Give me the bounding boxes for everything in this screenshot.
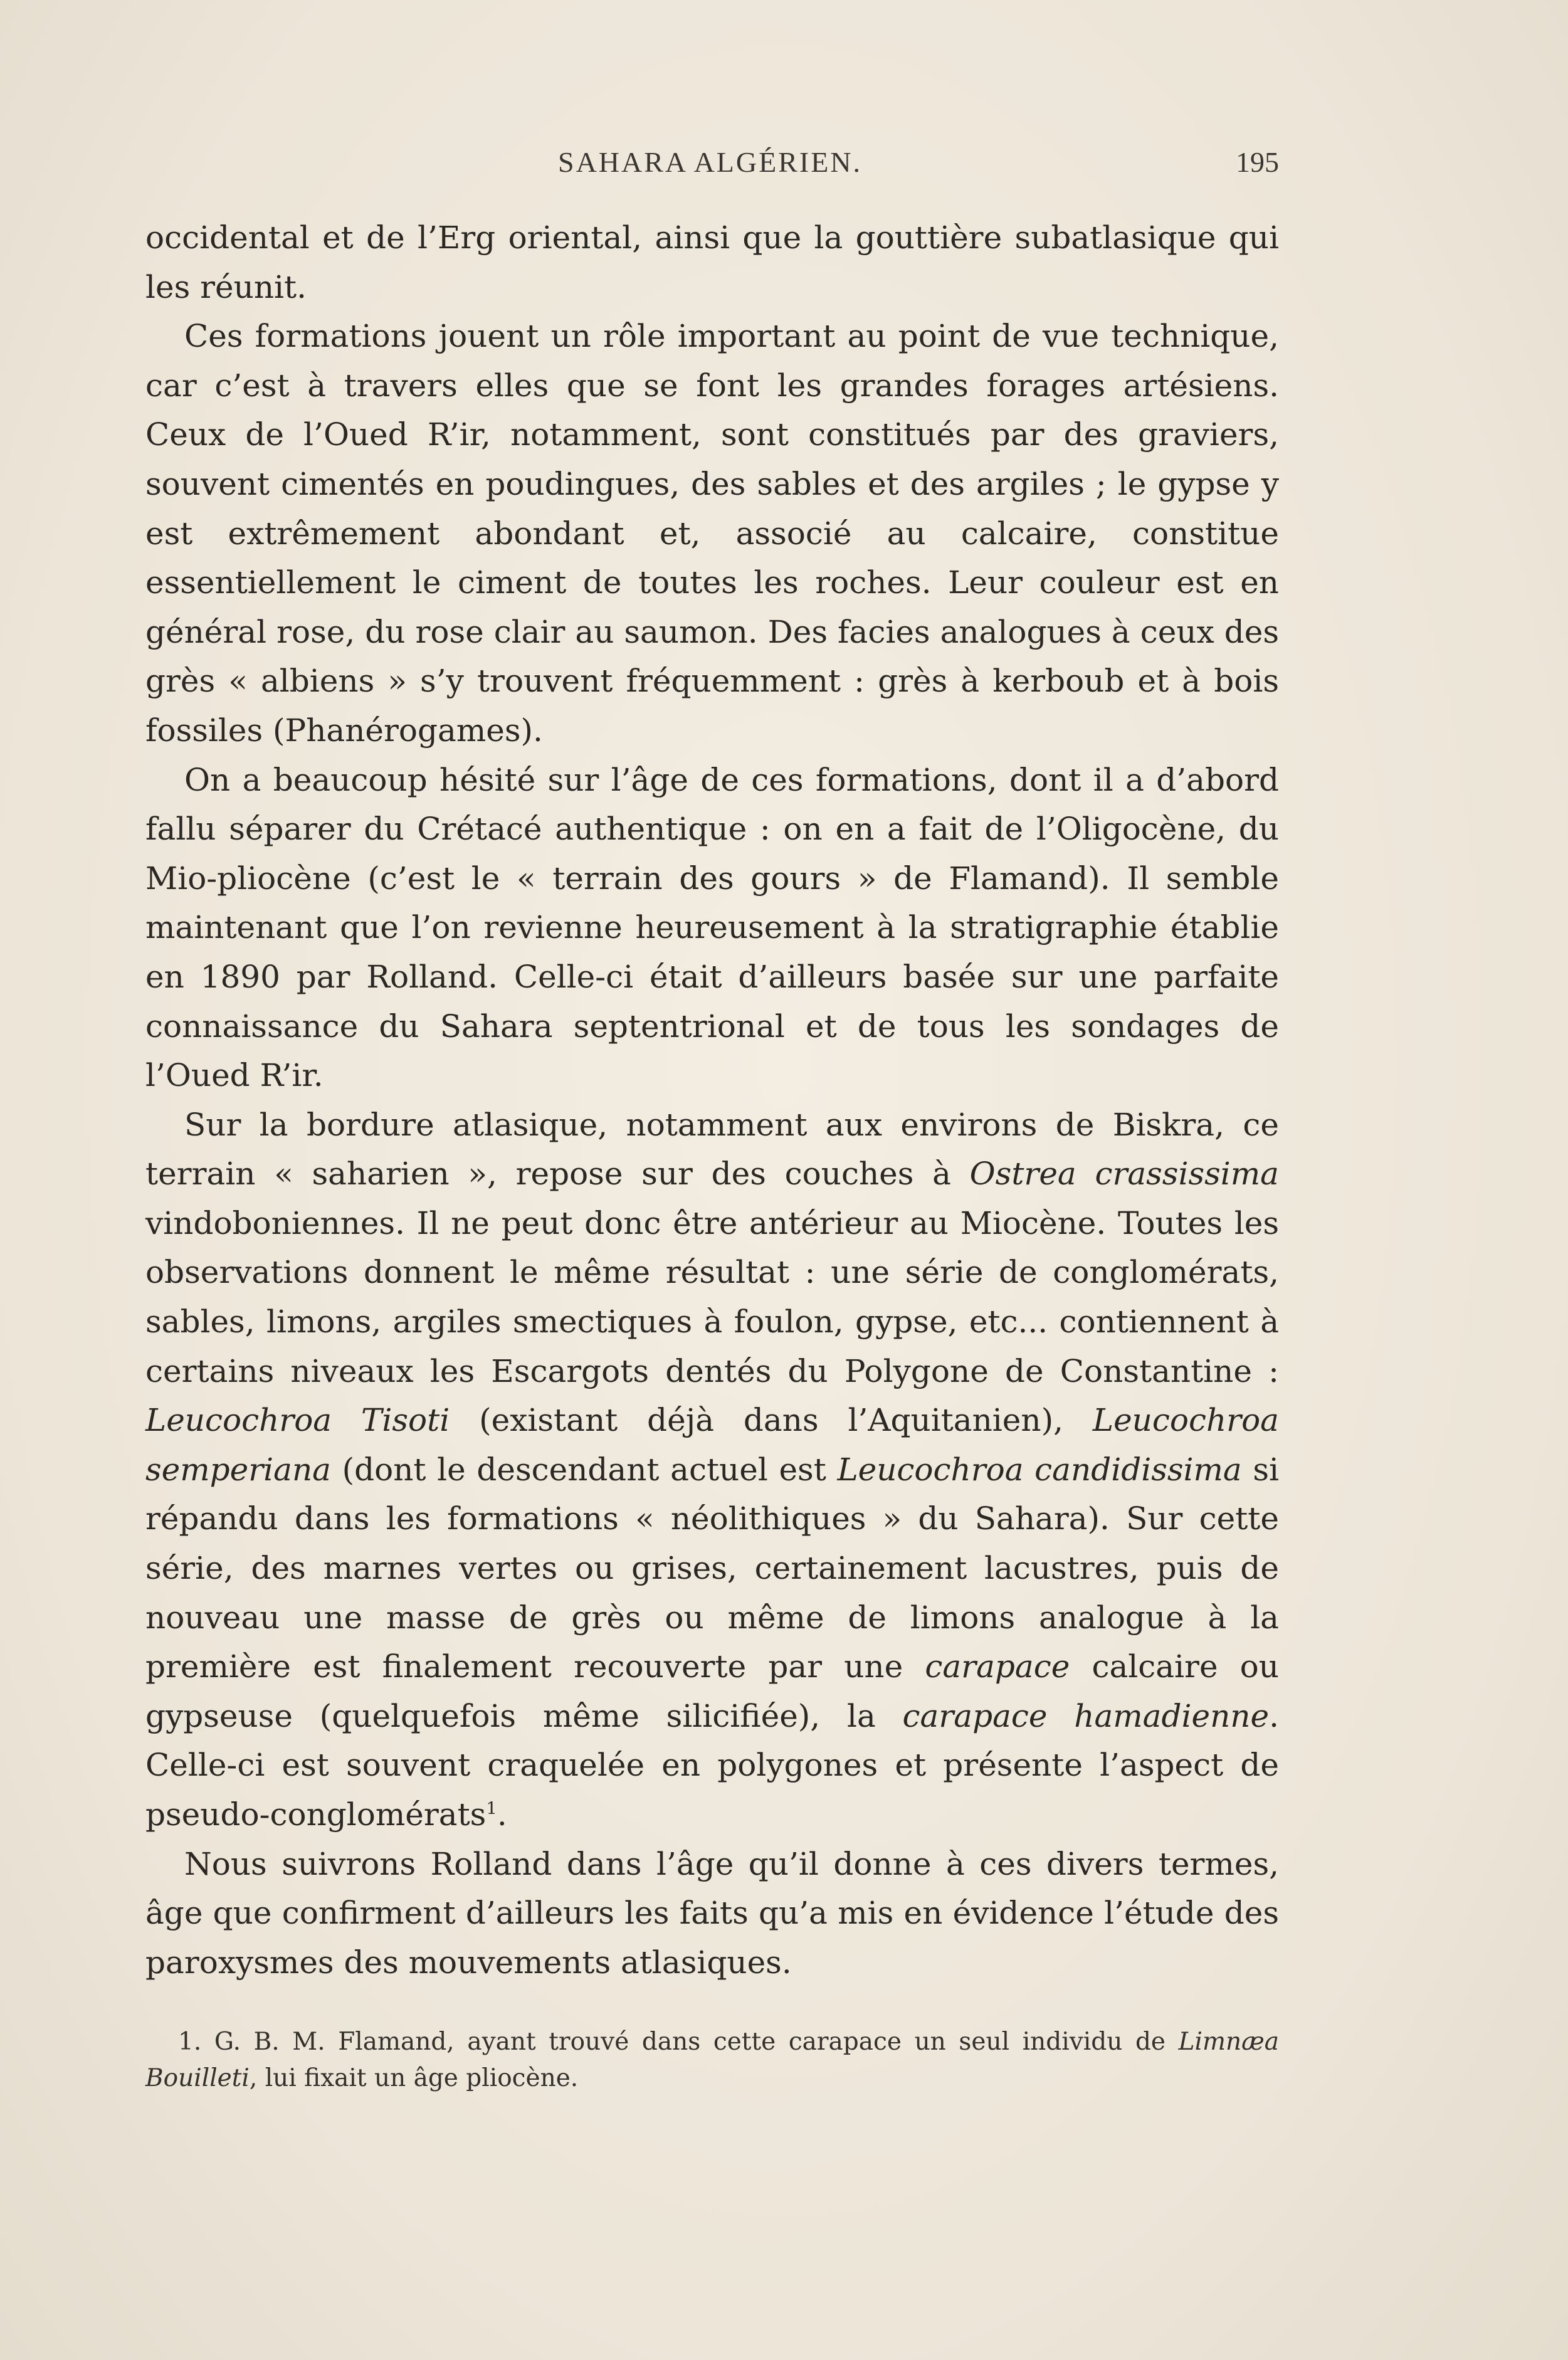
paragraph-5: Nous suivrons Rolland dans l’âge qu’il donne à ces divers termes, âge que confirment d’ailleurs les faits qu’a mis en évidence l’étude des paroxysmes des mouvements atlasiques. [145,1845,1279,1981]
paragraph-4-text: (existant déjà dans l’Aquitanien), [450,1402,1093,1439]
paragraph-4-text: (dont le descendant actuel est [330,1451,838,1488]
paragraph-4-text: . [497,1796,507,1833]
body-text [145,213,1279,1987]
paragraph-3: On a beaucoup hésité sur l’âge de ces formations, dont il a d’abord fallu séparer du Crétacé authentique : on en a fait de l’Oligocène, du Mio-pliocène (c’est le « terrain des gours » de Flamand). Il semble maintenant que l’on revienne heureusement à la stratigraphie établie en 1890 par Rolland. Celle-ci était d’ailleurs basée sur une parfaite connaissance du Sahara septentrional et de tous les sondages de l’Oued R’ir. [145,761,1279,1094]
taxon-leucochroa-semperiana: Leucochroa semperiana [145,1402,1279,1488]
paragraph-1: occidental et de l’Erg oriental, ainsi que la gouttière subatlasique qui les réunit. [145,219,1279,305]
running-head: SAHARA ALGÉRIEN. [558,146,863,178]
term-carapace: carapace [925,1648,1070,1685]
taxon-leucochroa-tisoti: Leucochroa Tisoti [145,1402,450,1439]
footnote-text: , lui fixait un âge pliocène. [249,2064,579,2092]
footnote-reference[interactable]: 1 [486,1798,497,1819]
term-carapace-hamadienne: carapace hamadienne [902,1697,1270,1734]
paragraph-4-text: . Celle-ci est souvent craquelée en polygones et présente l’aspect de pseudo-conglomérats [145,1697,1279,1833]
paragraph-4-text: calcaire ou gypseuse (quelquefois même silicifiée), la [145,1648,1279,1734]
footnote-text: 1. G. B. M. Flamand, ayant trouvé dans cette carapace un seul individu de [178,2028,1179,2056]
paragraph-2: Ces formations jouent un rôle important au point de vue technique, car c’est à travers elles que se font les grandes forages artésiens. Ceux de l’Oued R’ir, notamment, sont constitués par des graviers, souvent cimentés en poudingues, des sables et des argiles ; le gypse y est extrêmement abondant et, associé au calcaire, constitue essentiellement le ciment de toutes les roches. Leur couleur est en général rose, du rose clair au saumon. Des facies analogues à ceux des grès « albiens » s’y trouvent fréquemment : grès à kerboub et à bois fossiles (Phanérogames). [145,318,1279,749]
page-number: 195 [1236,146,1279,178]
paragraph-4-text: vindoboniennes. Il ne peut donc être antérieur au Miocène. Toutes les observations donnent le même résultat : une série de conglomérats, sables, limons, argiles smectiques à foulon, gypse, etc... contiennent à certains niveaux les Escargots dentés du Polygone de Constantine : [145,1204,1279,1389]
taxon-leucochroa-candidissima: Leucochroa candidissima [837,1451,1242,1488]
taxon-limnaea-bouilleti: Limnæa Bouilleti [145,2028,1279,2092]
paragraph-4-text: si répandu dans les formations « néolithiques » du Sahara). Sur cette série, des marnes vertes ou grises, certainement lacustres, puis de nouveau une masse de grès ou même de limons analogue à la première est finalement recouverte par une [145,1451,1280,1685]
footnote [145,2024,1279,2097]
taxon-ostrea-crassissima: Ostrea crassissima [969,1156,1279,1193]
paragraph-4-text: Sur la bordure atlasique, notamment aux environs de Biskra, ce terrain « saharien », repose sur des couches à [145,1106,1279,1193]
page-header [150,145,1279,189]
paragraph-4 [145,1100,1279,1840]
